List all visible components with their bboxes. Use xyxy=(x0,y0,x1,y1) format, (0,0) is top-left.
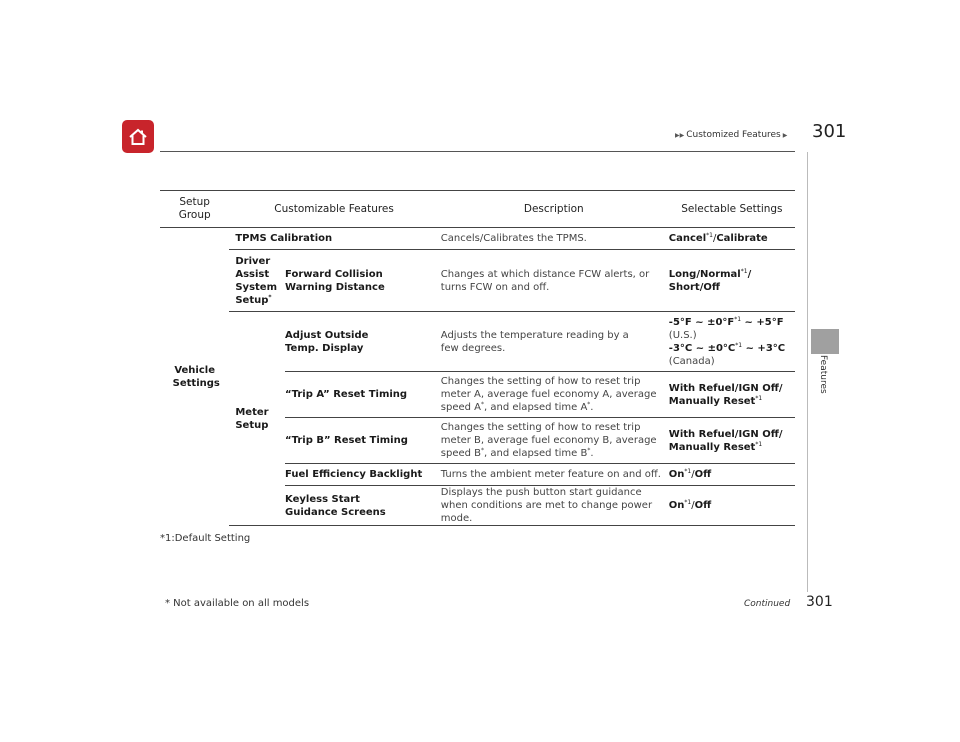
breadcrumb-link[interactable]: Customized Features xyxy=(686,130,781,140)
settings-outside-temp: -5°F ~ $\pm 0^\circ F^{*1}$ ~ +5°F (U.S.) -3°C ~ $\pm 0^\circ C^{*1}$ ~ +3°C (Canada) xyxy=(669,312,795,372)
feature-outside-temp: Adjust Outside Temp. Display xyxy=(285,312,439,372)
continued-label: Continued xyxy=(744,599,791,609)
settings-fcw-distance: Long/Normal$^{*1}$/ Short/Off xyxy=(669,250,795,312)
home-button[interactable] xyxy=(122,120,154,153)
page-number: 301 xyxy=(812,121,847,142)
settings-fuel-efficiency-backlight: On$^{*1}$/Off xyxy=(669,464,795,486)
feature-tpms-calibration: TPMS Calibration xyxy=(229,228,438,250)
settings-trip-a-reset: With Refuel/IGN Off/ Manually Reset$^{*1}$ xyxy=(669,372,795,418)
group-vehicle-settings: Vehicle Settings xyxy=(172,364,220,389)
desc-trip-b-reset: Changes the setting of how to reset trip meter B, average fuel economy B, average speed B*, and elapsed time B*. xyxy=(439,418,669,464)
desc-trip-a-reset: Changes the setting of how to reset trip meter A, average fuel economy A, average speed A*, and elapsed time A*. xyxy=(439,372,669,418)
settings-tpms: Cancel$^{*1}$/Calibrate xyxy=(669,228,795,250)
default-setting-footnote: *1:Default Setting xyxy=(160,533,251,544)
feature-keyless-start-guidance: Keyless Start Guidance Screens xyxy=(285,486,439,526)
table-row xyxy=(160,312,795,372)
desc-tpms: Cancels/Calibrates the TPMS. xyxy=(439,228,669,250)
breadcrumb-end-arrow: ▶ xyxy=(782,131,788,139)
subgroup-meter-setup: Meter Setup xyxy=(229,312,285,526)
desc-outside-temp: Adjusts the temperature reading by a few degrees. xyxy=(439,312,669,372)
customizable-features-table xyxy=(160,190,795,526)
table-header-row xyxy=(160,191,795,228)
subgroup-driver-assist: Driver Assist System Setup* xyxy=(229,250,285,312)
feature-fuel-efficiency-backlight: Fuel Efficiency Backlight xyxy=(285,464,439,486)
desc-keyless-start-guidance: Displays the push button start guidance when conditions are met to change power mode. xyxy=(439,486,669,526)
table-row xyxy=(160,250,795,312)
header-selectable-settings: Selectable Settings xyxy=(669,191,795,228)
side-divider xyxy=(807,152,808,592)
header-customizable-features: Customizable Features xyxy=(229,191,438,228)
table-row xyxy=(160,228,795,250)
settings-trip-b-reset: With Refuel/IGN Off/ Manually Reset$^{*1}$ xyxy=(669,418,795,464)
desc-fcw-distance: Changes at which distance FCW alerts, or turns FCW on and off. xyxy=(439,250,669,312)
not-available-note: * Not available on all models xyxy=(165,598,310,609)
footer-page-number: 301 xyxy=(806,594,833,610)
settings-keyless-start-guidance: On$^{*1}$/Off xyxy=(669,486,795,526)
desc-fuel-efficiency-backlight: Turns the ambient meter feature on and off. xyxy=(439,464,669,486)
header-setup-group: Setup Group xyxy=(160,191,229,228)
home-icon xyxy=(127,127,149,147)
feature-trip-b-reset: “Trip B” Reset Timing xyxy=(285,418,439,464)
header-description: Description xyxy=(439,191,669,228)
feature-fcw-distance: Forward Collision Warning Distance xyxy=(285,250,439,312)
header-rule xyxy=(160,151,795,152)
breadcrumb[interactable] xyxy=(675,130,787,140)
section-tab[interactable] xyxy=(811,329,839,354)
feature-trip-a-reset: “Trip A” Reset Timing xyxy=(285,372,439,418)
breadcrumb-arrows: ▶▶ xyxy=(675,131,685,139)
section-label: Features xyxy=(818,355,828,394)
